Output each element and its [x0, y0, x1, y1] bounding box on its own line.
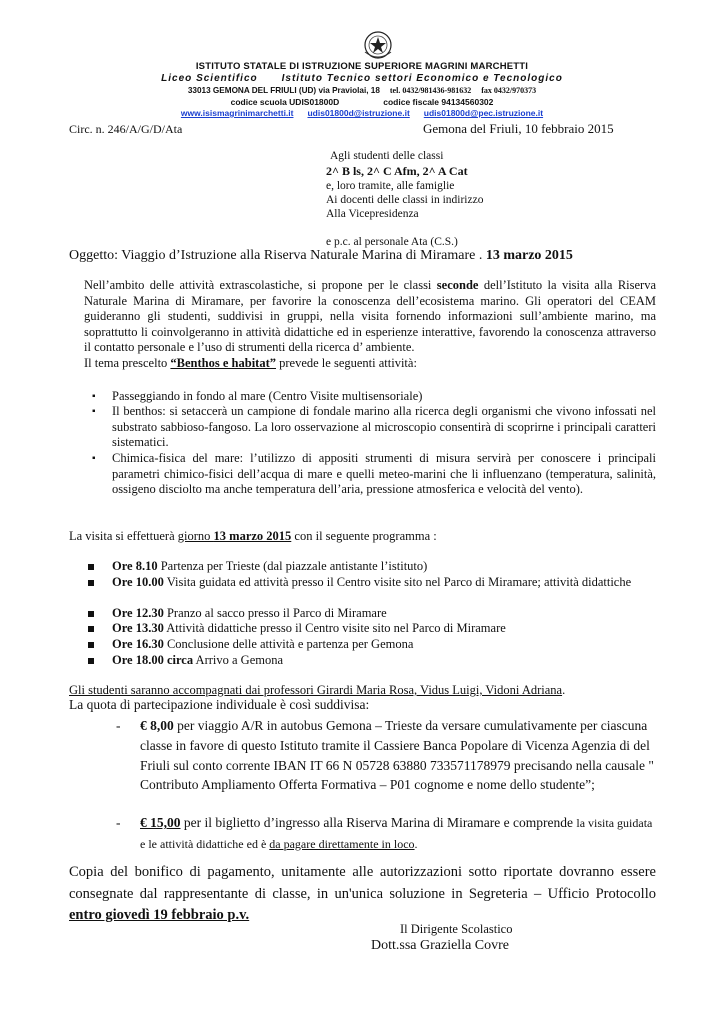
document-date: Gemona del Friuli, 10 febbraio 2015 [423, 121, 614, 136]
pec-link[interactable]: udis01800d@pec.istruzione.it [423, 108, 544, 118]
signature-name: Dott.ssa Graziella Covre [371, 938, 510, 953]
website-link[interactable]: www.isismagrinimarchetti.it [180, 108, 294, 118]
schedule-item: Ore 18.00 circa Arrivo a Gemona [112, 653, 656, 669]
phone: tel. 0432/981436-981632 [389, 86, 472, 95]
bullet-icon [88, 564, 94, 570]
bullet-icon [88, 626, 94, 632]
bullet-icon [88, 642, 94, 648]
bullet-icon: ▪ [92, 453, 96, 464]
circular-number: Circ. n. 246/A/G/D/Ata [69, 122, 183, 136]
recipient-line: Agli studenti delle classi [330, 150, 444, 162]
intro-paragraph: Nell’ambito delle attività extrascolastiche, si propone per le classi seconde dell’Istituto la visita alla Riserva Naturale Marina di Miramare, per favorire la conoscenza dell’ecosistema marino. Gli operatori del CEAM guideranno gli studenti, suddivisi in gruppi, nella visita fornendo informazioni sull’ambiente marino, ma soprattutto li coinvolgeranno in attività didattiche ed in esperienze interattive, favorendo la conoscenza attraverso il contatto personale e l’uso di strumenti della ricerca d’ ambiente. Il tema prescelto “Benthos e habitat” prevede le seguenti attività: [84, 278, 657, 370]
school-address: 33013 GEMONA DEL FRIULI (UD) via Praviolai, 18 tel. 0432/981436-981632 fax 0432/970373 [187, 86, 537, 95]
schedule-item: Ore 10.00 Visita guidata ed attività presso il Centro visite sito nel Parco di Miramare; attività didattiche [112, 575, 656, 591]
schedule-item: Ore 16.30 Conclusione delle attività e partenza per Gemona [112, 637, 656, 653]
theme-title: “Benthos e habitat” [170, 355, 276, 370]
school-name: ISTITUTO STATALE DI ISTRUZIONE SUPERIORE MAGRINI MARCHETTI [195, 61, 529, 72]
bullet-icon [88, 658, 94, 664]
activity-item: ▪ Il benthos: si setaccerà un campione di fondale marino alla ricerca degli organismi che vivono infossati nel substrato sabbioso-fangoso. La loro osservazione al microscopio consentirà di scoprirne i principali caratteri sistematici. [92, 404, 656, 450]
bullet-icon [88, 580, 94, 586]
schedule-item: Ore 8.10 Partenza per Trieste (dal piazzale antistante l’istituto) [112, 559, 656, 575]
signature-role: Il Dirigente Scolastico [400, 922, 513, 936]
fax: fax 0432/970373 [481, 86, 537, 95]
recipient-line: e p.c. al personale Ata (C.S.) [326, 236, 458, 248]
quota-item: - € 15,00 per il biglietto d’ingresso alla Riserva Marina di Miramare e comprende la visita guidata e le attività didattiche ed è da pagare direttamente in loco. [116, 815, 653, 851]
schedule-item: Ore 12.30 Pranzo al sacco presso il Parco di Miramare [112, 606, 656, 622]
recipient-line: e, loro tramite, alle famiglie [326, 180, 455, 192]
bullet-icon: ▪ [92, 406, 96, 417]
school-codes [0, 97, 724, 107]
codice-fiscale: codice fiscale 94134560302 [383, 97, 494, 107]
recipient-classes: 2^ B ls, 2^ C Afm, 2^ A Cat [326, 164, 468, 178]
bullet-icon [88, 611, 94, 617]
activity-item: ▪ Passeggiando in fondo al mare (Centro Visite multisensoriale) [92, 389, 423, 403]
quota-amount: € 8,00 [140, 718, 174, 733]
accompany-line: Gli studenti saranno accompagnati dai professori Girardi Maria Rosa, Vidus Luigi, Vidoni Adriana. [69, 683, 566, 697]
istituto-label: Istituto Tecnico settori Economico e Tecnologico [281, 73, 563, 84]
closing-paragraph: Copia del bonifico di pagamento, unitamente alle autorizzazioni sotto riportate dovranno essere consegnate dal rappresentante di classe, in un'unica soluzione in Segreteria – Ufficio Protocollo entro giovedì 19 febbraio p.v. [69, 864, 656, 923]
quota-amount: € 15,00 [140, 815, 181, 830]
republic-emblem-icon [361, 30, 395, 60]
visit-line: La visita si effettuerà giorno 13 marzo 2015 con il seguente programma : [69, 529, 437, 543]
bullet-icon: ▪ [92, 391, 96, 402]
activity-item: ▪ Chimica-fisica del mare: l’utilizzo di appositi strumenti di misura servirà per conoscere i principali parametri chimico-fisici dell’acqua di mare e quelli meteo-marini che li influenzano (temperatura, salinità, ossigeno disciolto ma anche temperatura dell’aria, pressione atmosferica e velocità del vento). [92, 451, 656, 497]
school-branches [0, 73, 724, 84]
recipient-line: Alla Vicepresidenza [326, 208, 419, 220]
liceo-label: Liceo Scientifico [161, 73, 258, 84]
deadline: entro giovedì 19 febbraio p.v. [69, 907, 250, 923]
codice-scuola: codice scuola UDIS01800D [230, 97, 340, 107]
school-links [0, 108, 724, 118]
schedule-item: Ore 13.30 Attività didattiche presso il Centro visite sito nel Parco di Miramare [112, 621, 656, 637]
recipient-line: Ai docenti delle classi in indirizzo [326, 194, 484, 206]
subject-line: Oggetto: Viaggio d’Istruzione alla Riserva Naturale Marina di Miramare . 13 marzo 2015 [69, 248, 573, 263]
quota-item: - € 8,00 per viaggio A/R in autobus Gemona – Trieste da versare cumulativamente per ciascuna classe in favore di questo Istituto tramite il Cassiere Banca Popolare di Vicenza Agenzia di del Friuli sul conto corrente IBAN IT 66 N 05728 63880 733571178979 precisando nella causale " Contributo Ampliamento Offerta Formativa – P01 cognome e nome dello studente”; [116, 718, 654, 793]
quota-intro: La quota di partecipazione individuale è così suddivisa: [69, 697, 370, 712]
subject-date: 13 marzo 2015 [485, 248, 573, 263]
email-link[interactable]: udis01800d@istruzione.it [307, 108, 410, 118]
